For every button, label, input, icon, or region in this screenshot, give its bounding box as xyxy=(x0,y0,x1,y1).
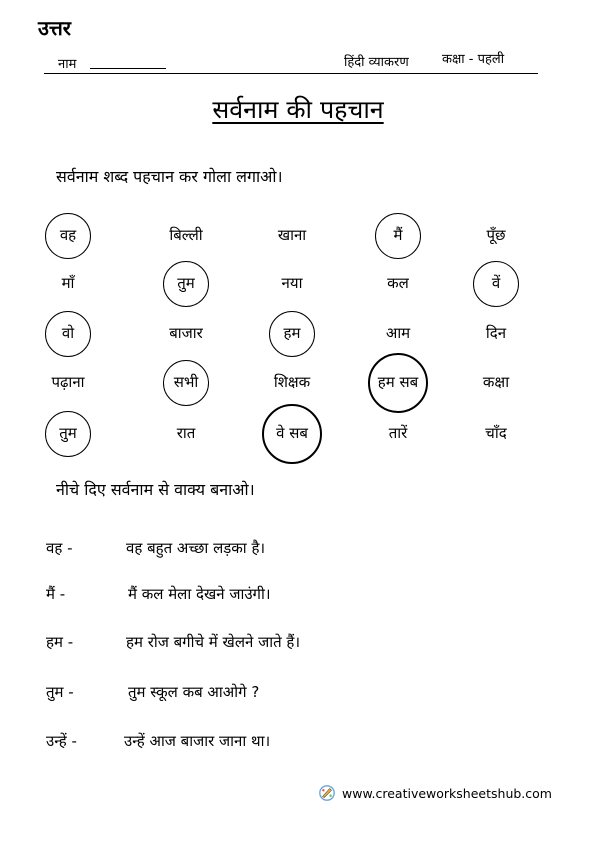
pronoun-word: तुम xyxy=(177,274,195,292)
grid-word: पूँछ xyxy=(486,226,506,244)
pronoun-word: वह xyxy=(59,226,77,244)
pronoun-word: हम xyxy=(283,324,301,342)
pronoun-word: वे सब xyxy=(276,424,308,442)
grid-word: आम xyxy=(385,324,411,342)
instruction-circle-words: सर्वनाम शब्द पहचान कर गोला लगाओ। xyxy=(56,167,283,186)
sentence-pronoun: मैं - xyxy=(46,585,66,603)
sentence-text: उन्हें आज बाजार जाना था। xyxy=(124,732,271,750)
subject-label: हिंदी व्याकरण xyxy=(344,55,409,70)
sentence-text: हम रोज बगीचे में खेलने जाते हैं। xyxy=(126,633,301,651)
grid-word: दिन xyxy=(485,324,507,342)
pronoun-word: हम सब xyxy=(377,373,419,391)
sentence-text: तुम स्कूल कब आओगे ? xyxy=(128,683,260,701)
sentence-text: वह बहुत अच्छा लड़का है। xyxy=(126,539,266,557)
sentence-pronoun: उन्हें - xyxy=(46,732,77,750)
grid-word: पढ़ाना xyxy=(51,373,85,391)
grid-word: खाना xyxy=(277,226,307,244)
grade-label: कक्षा - पहली xyxy=(442,52,505,67)
pronoun-word: मैं xyxy=(393,226,403,244)
website-url: www.creativeworksheetshub.com xyxy=(342,785,552,801)
name-blank-line xyxy=(90,68,166,69)
name-label: नाम xyxy=(58,57,77,72)
grid-word: कल xyxy=(387,274,409,292)
pronoun-word: तुम xyxy=(59,424,77,442)
grid-word: बाजार xyxy=(169,324,203,342)
pronoun-word: सभी xyxy=(173,373,199,391)
pronoun-word: वें xyxy=(491,274,501,292)
grid-word: बिल्ली xyxy=(169,226,203,244)
grid-word: माँ xyxy=(61,274,75,292)
grid-word: चाँद xyxy=(485,424,507,442)
grid-word: नया xyxy=(281,274,303,292)
sentence-pronoun: तुम - xyxy=(46,683,74,701)
grid-word: कक्षा xyxy=(482,373,510,391)
grid-word: तारें xyxy=(388,424,408,442)
sentence-pronoun: हम - xyxy=(46,633,74,651)
page-title: सर्वनाम की पहचान xyxy=(212,95,384,124)
instruction-make-sentences: नीचे दिए सर्वनाम से वाक्य बनाओ। xyxy=(56,480,255,499)
answer-label: उत्तर xyxy=(38,16,71,40)
header-divider xyxy=(44,73,538,74)
pencil-palette-logo-icon xyxy=(318,784,336,802)
pronoun-word: वो xyxy=(61,324,75,342)
sentence-pronoun: वह - xyxy=(46,539,73,557)
sentence-text: मैं कल मेला देखने जाउंगी। xyxy=(128,585,271,603)
footer xyxy=(318,784,552,802)
grid-word: शिक्षक xyxy=(273,373,311,391)
grid-word: रात xyxy=(176,424,196,442)
